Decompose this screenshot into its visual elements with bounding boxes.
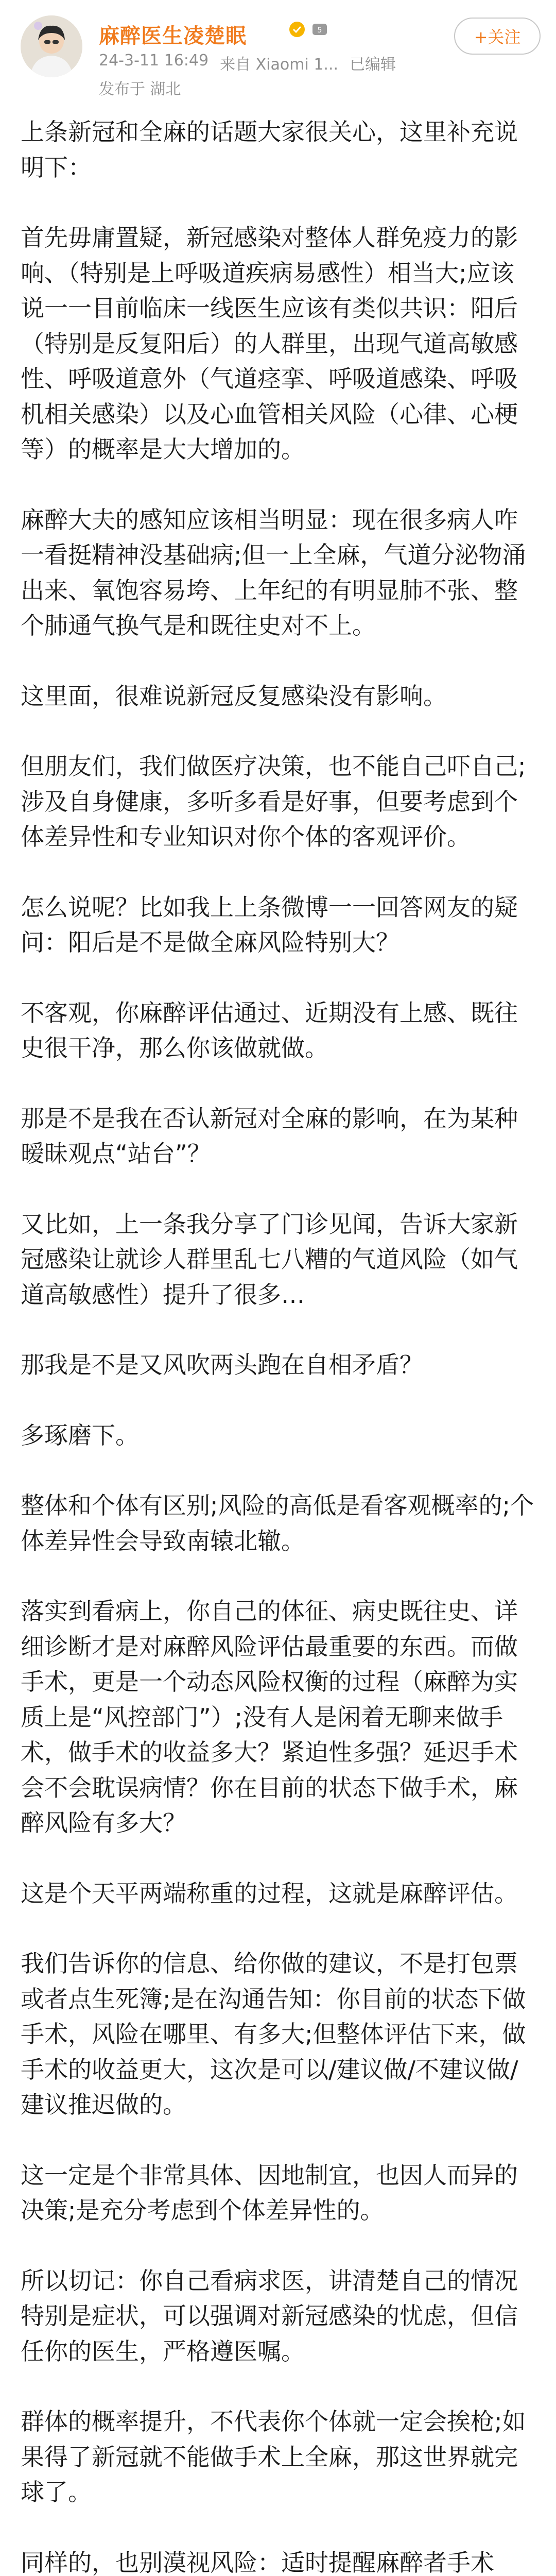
post-meta [99, 52, 396, 74]
avatar-image [21, 15, 82, 77]
post-paragraph: 怎么说呢？比如我上上条微博一一回答网友的疑问：阳后是不是做全麻风险特别大？ [21, 893, 518, 956]
post-paragraph: 所以切记：你自己看病求医，讲清楚自己的情况特别是症状，可以强调对新冠感染的忧虑，但信任你的医生，严格遵医嘱。 [21, 2266, 518, 2365]
post-paragraph: 这一定是个非常具体、因地制宜，也因人而异的决策;是充分考虑到个体差异性的。 [21, 2161, 518, 2224]
post-paragraph: 上条新冠和全麻的话题大家很关心，这里补充说明下： [21, 118, 518, 181]
post-edited-flag[interactable]: 已编辑 [350, 56, 396, 74]
post-paragraph: 首先毋庸置疑，新冠感染对整体人群免疫力的影响、（特别是上呼吸道疾病易感性）相当大;应该说一一目前临床一线医生应该有类似共识：阳后（特别是反复阳后）的人群里，出现气道高敏感性、呼吸道意外（气道痉挛、呼吸道感染、呼吸机相关感染）以及心血管相关风险（心律、心梗等）的概率是大大增加的。 [21, 224, 518, 463]
post-paragraph: 整体和个体有区别;风险的高低是看客观概率的;个体差异性会导致南辕北辙。 [21, 1492, 534, 1555]
post-paragraph: 那我是不是又风吹两头跑在自相矛盾？ [21, 1351, 423, 1379]
post-source: 来自 Xiaomi 1... [220, 56, 339, 74]
post-paragraph: 我们告诉你的信息、给你做的建议，不是打包票或者点生死簿;是在沟通告知：你目前的状态下做手术，风险在哪里、有多大;但整体评估下来，做手术的收益更大，这次是可以/建议做/不建议做/建议推迟做的。 [21, 1950, 526, 2119]
post-location: 发布于 湖北 [99, 80, 181, 98]
membership-badge-icon [311, 21, 328, 38]
post-paragraph: 同样的，也别漠视风险：适时提醒麻醉者手术 [21, 2548, 494, 2576]
post-header [0, 0, 556, 108]
post-paragraph: 多琢磨下。 [21, 1421, 139, 1449]
post-paragraph: 这里面，很难说新冠反复感染没有影响。 [21, 682, 447, 710]
post-timestamp: 24-3-11 16:49 [99, 52, 209, 70]
post-paragraph: 那是不是我在否认新冠对全麻的影响，在为某种暧昧观点“站台”？ [21, 1104, 518, 1167]
post-paragraph: 群体的概率提升，不代表你个体就一定会挨枪;如果得了新冠就不能做手术上全麻，那这世界就完球了。 [21, 2408, 526, 2506]
post-paragraph: 这是个天平两端称重的过程，这就是麻醉评估。 [21, 1879, 518, 1907]
avatar[interactable] [21, 15, 82, 77]
follow-button[interactable]: +关注 [454, 18, 541, 55]
user-badges [288, 21, 328, 38]
post-paragraph: 麻醉大夫的感知应该相当明显：现在很多病人咋一看挺精神没基础病;但一上全麻，气道分泌物涌出来、氧饱容易垮、上年纪的有明显肺不张、整个肺通气换气是和既往史对不上。 [21, 505, 526, 639]
svg-text:5: 5 [317, 26, 322, 35]
post-paragraph: 不客观，你麻醉评估通过、近期没有上感、既往史很干净，那么你该做就做。 [21, 998, 518, 1062]
post-location-line [99, 76, 181, 99]
post-paragraph: 又比如，上一条我分享了门诊见闻，告诉大家新冠感染让就诊人群里乱七八糟的气道风险（如气道高敏感性）提升了很多… [21, 1210, 518, 1309]
post-paragraph: 但朋友们，我们做医疗决策，也不能自己吓自己;涉及自身健康，多听多看是好事，但要考虑到个体差异性和专业知识对你个体的客观评价。 [21, 752, 526, 851]
user-name[interactable]: 麻醉医生凌楚眠 [99, 24, 247, 48]
post-body [21, 114, 535, 2576]
verified-badge-icon [288, 21, 306, 38]
post-paragraph: 落实到看病上，你自己的体征、病史既往史、详细诊断才是对麻醉风险评估最重要的东西。而做手术，更是一个动态风险权衡的过程（麻醉为实质上是“风控部门”）;没有人是闲着无聊来做手术，做手术的收益多大？紧迫性多强？延迟手术会不会耽误病情？你在目前的状态下做手术，麻醉风险有多大？ [21, 1597, 518, 1837]
